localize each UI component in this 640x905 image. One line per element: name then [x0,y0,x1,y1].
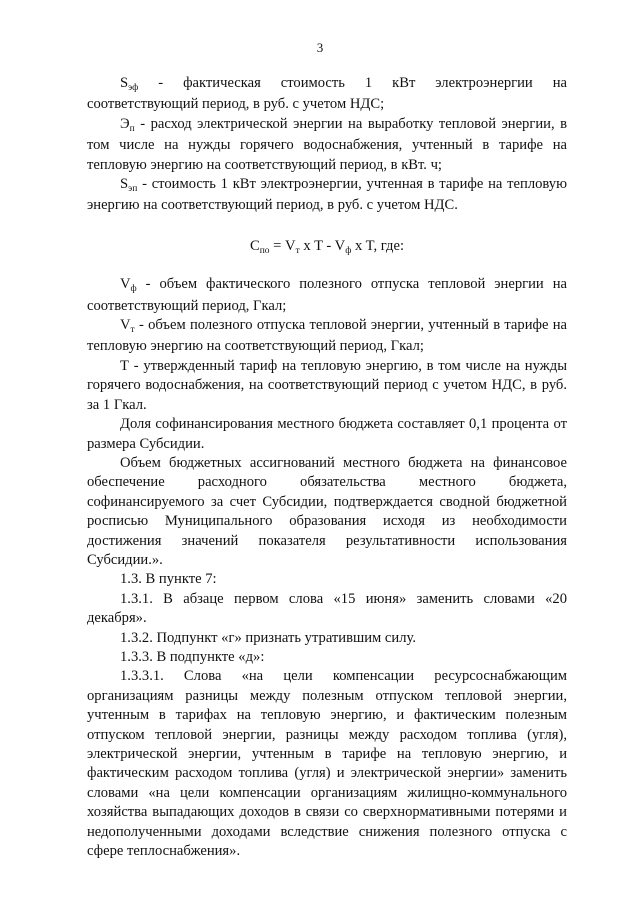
page-number: 3 [316,40,324,55]
symbol: S [120,176,129,193]
symbol-subscript: эф [128,83,139,93]
definition-text: - объем полезного отпуска тепловой энергии, учтенный в тарифе на тепловую энергию на соответствующий период, Гкал; [87,317,567,355]
symbol-subscript: ф [130,284,137,295]
document-body [87,74,567,861]
symbol-subscript: т [130,325,135,336]
definition-text: - объем фактического полезного отпуска тепловой энергии на соответствующий период, Гкал; [87,276,567,314]
definition-s-ef [87,74,567,115]
formula-c-sub: по [259,245,270,256]
formula-eq1: = V [269,237,296,254]
formula-end: x T, где: [351,237,405,254]
paragraph-item-1-3: 1.3. В пункте 7: [120,571,217,588]
formula-mid: x T - V [299,237,346,254]
symbol: V [120,276,131,293]
definition-v-t [87,316,567,357]
formula-vf-sub: ф [345,245,352,256]
definition-s-ep [87,175,567,216]
formula-c: C [249,237,260,254]
paragraph-item-1-3-3: 1.3.3. В подпункте «д»: [120,648,265,665]
paragraph-cofinancing-share: Доля софинансирования местного бюджета составляет 0,1 процента от размера Субсидии. [87,416,567,452]
definition-v-f [87,275,567,316]
formula [87,237,567,258]
formula-vt-sub: т [295,245,300,256]
paragraph-budget-allocations: Объем бюджетных ассигнований местного бюджета на финансовое обеспечение расходного обязательства местного бюджета, софинансируемого за счет Субсидии, подтверждается сводной бюджетной росписью Муниципального образования исходя из необходимости достижения значений показателя результативности использования Субсидии.». [87,454,567,568]
paragraph-item-1-3-1: 1.3.1. В абзаце первом слова «15 июня» заменить словами «20 декабря». [87,590,567,627]
symbol: Э [120,115,130,132]
definition-text: - стоимость 1 кВт электроэнергии, учтенная в тарифе на тепловую энергию на соответствующий период, в руб. с учетом НДС. [87,176,567,214]
definition-text: - фактическая стоимость 1 кВт электроэнергии на соответствующий период, в руб. с учетом НДС; [87,75,567,113]
paragraph-item-1-3-3-1: 1.3.3.1. Слова «на цели компенсации ресурсоснабжающим организациям разницы между полезным отпуском тепловой энергии, учтенным в тарифах на тепловую энергию, и фактическим полезным отпуском тепловой энергии, разницы между расходом топлива (угля), электрической энергии, учтенным в тарифе на тепловую энергию, и фактическим расходом топлива (угля) и электрической энергии» заменить словами «на цели компенсации организациям жилищно-коммунального хозяйства выпадающих доходов в связи со сверхнормативными потерями и недополученными доходами вследствие снижения полезного отпуска с сфере теплоснабжения». [87,668,567,860]
paragraph-item-1-3-2: 1.3.2. Подпункт «г» признать утратившим силу. [120,629,416,646]
definition-e-p [87,115,567,175]
paragraph-tariff: Т - утвержденный тариф на тепловую энергию, в том числе на нужды горячего водоснабжения, на соответствующий период с учетом НДС, в руб. за 1 Гкал. [87,357,567,413]
symbol: S [120,75,129,91]
symbol-subscript: п [129,123,135,134]
definition-text: - расход электрической энергии на выработку тепловой энергии, в том числе на нужды горячего водоснабжения, учтенный в тарифе на тепловую энергию на соответствующий период, в кВт. ч; [87,115,567,173]
symbol-subscript: эп [128,184,138,195]
symbol: V [120,317,131,334]
